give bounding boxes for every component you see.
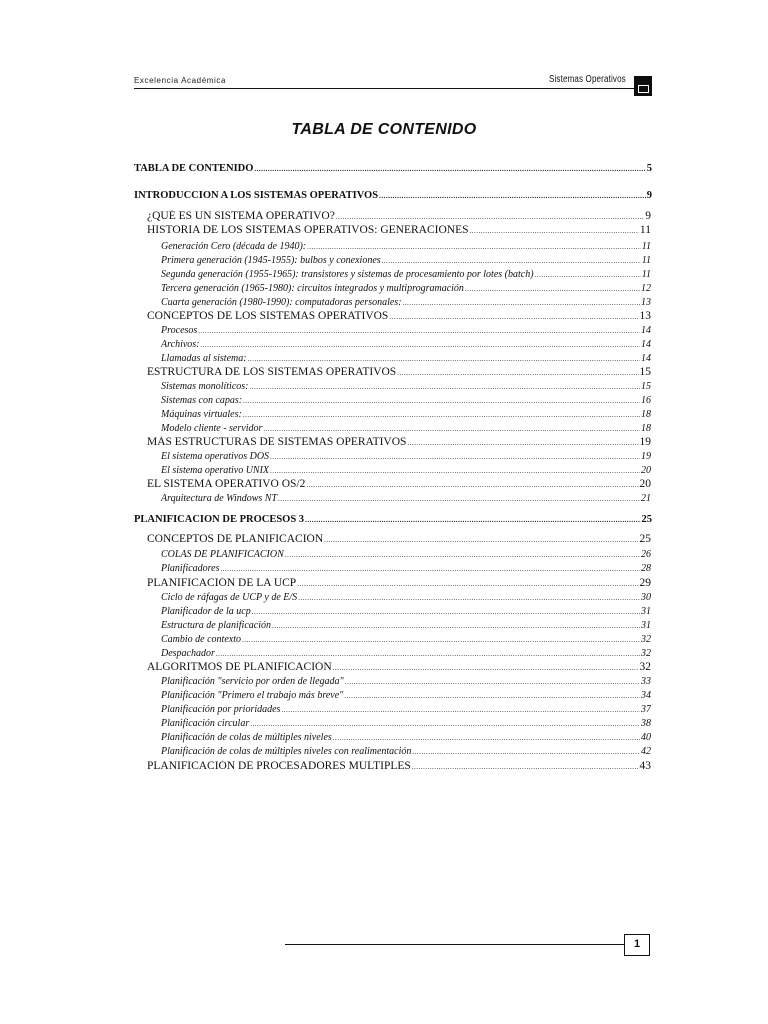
toc-entry-page: 31 [641,620,651,631]
toc-entry-title: PLANIFICACIÓN DE LA UCP [147,577,297,589]
toc-entry[interactable] [161,283,651,294]
toc-entry-page: 18 [641,423,651,434]
toc-dot-leader [248,355,640,363]
toc-entry-title: CONCEPTOS DE LOS SISTEMAS OPERATIVOS [147,310,389,322]
toc-dot-leader [333,664,639,672]
page-number: 1 [624,934,650,956]
toc-entry[interactable] [161,451,651,462]
toc-dot-leader [412,748,640,756]
toc-entry-title: Cambio de contexto [161,634,241,645]
toc-entry-title: El sistema operativos DOS [161,451,270,462]
toc-entry-page: 31 [641,606,651,617]
toc-entry[interactable] [161,718,651,729]
toc-entry[interactable] [161,465,651,476]
toc-entry[interactable] [161,353,651,364]
toc-entry[interactable] [147,310,651,322]
header-right-text: Sistemas Operativos [549,74,626,85]
toc-entry-title: EL SISTEMA OPERATIVO OS/2 [147,478,306,490]
toc-dot-leader [252,608,640,616]
toc-entry-page: 34 [641,690,651,701]
toc-entry[interactable] [161,634,651,645]
toc-dot-leader [470,227,639,235]
toc-entry-title: Sistemas con capas: [161,395,243,406]
toc-entry[interactable] [161,690,651,701]
toc-entry[interactable] [161,676,651,687]
toc-entry-page: 32 [639,661,651,673]
toc-dot-leader [305,516,640,524]
toc-entry[interactable] [161,325,651,336]
toc-entry-page: 13 [641,297,651,308]
toc-entry-title: Planificación circular [161,718,250,729]
toc-dot-leader [407,439,638,447]
toc-entry[interactable] [147,210,651,222]
toc-entry[interactable] [161,339,651,350]
toc-dot-leader [345,678,640,686]
toc-entry-title: Planificación por prioridades [161,704,281,715]
toc-entry-page: 25 [641,514,652,525]
toc-entry-title: Planificador de la ucp [161,606,251,617]
toc-entry[interactable] [161,746,651,757]
toc-entry-page: 30 [641,592,651,603]
toc-entry[interactable] [161,241,651,252]
toc-entry[interactable] [161,409,651,420]
toc-entry-page: 37 [641,704,651,715]
toc-dot-leader [297,580,638,588]
document-title: TABLA DE CONTENIDO [291,121,477,138]
toc-entry-title: COLAS DE PLANIFICACIÓN [161,549,284,560]
toc-entry-page: 11 [641,269,651,280]
toc-entry[interactable] [161,620,651,631]
toc-dot-leader [324,536,638,544]
toc-entry-title: Sistemas monolíticos: [161,381,249,392]
toc-entry[interactable] [161,423,651,434]
toc-dot-leader [270,453,640,461]
toc-entry-title: Generación Cero (década de 1940): [161,241,307,252]
toc-entry-page: 29 [639,577,651,589]
toc-entry-page: 14 [641,339,651,350]
toc-entry-title: Planificación de colas de múltiples niveles con realimentación [161,746,412,757]
toc-entry-title: Procesos [161,325,198,336]
toc-dot-leader [412,763,639,771]
toc-entry-title: Cuarta generación (1980-1990): computadoras personales: [161,297,402,308]
toc-entry[interactable] [161,381,651,392]
toc-entry-title: INTRODUCCION A LOS SISTEMAS OPERATIVOS [134,190,379,201]
toc-dot-leader [307,243,641,251]
toc-entry-title: PLANIFICACION DE PROCESOS 3 [134,514,305,525]
toc-entry-title: Planificación "Primero el trabajo más breve" [161,690,344,701]
toc-entry-page: 33 [641,676,651,687]
toc-dot-leader [263,425,640,433]
toc-entry-page: 5 [646,163,652,174]
toc-entry[interactable] [134,190,652,201]
toc-entry-page: 25 [639,533,651,545]
toc-dot-leader [281,706,640,714]
toc-entry-page: 18 [641,409,651,420]
toc-entry-title: Tercera generación (1965-1980): circuitos integrados y multiprogramación [161,283,464,294]
toc-entry-page: 40 [641,732,651,743]
toc-entry[interactable] [161,563,651,574]
toc-dot-leader [336,213,644,221]
toc-entry-title: ¿QUÉ ES UN SISTEMA OPERATIVO? [147,210,335,222]
toc-entry[interactable] [147,366,651,378]
toc-entry-page: 15 [639,366,651,378]
toc-entry-page: 19 [641,451,651,462]
toc-entry-title: ESTRUCTURA DE LOS SISTEMAS OPERATIVOS [147,366,397,378]
toc-entry-page: 11 [641,241,651,252]
toc-dot-leader [216,650,640,658]
toc-dot-leader [270,467,640,475]
toc-entry[interactable] [161,255,651,266]
toc-entry-title: Planificadores [161,563,220,574]
toc-entry[interactable] [147,533,651,545]
toc-entry-title: PLANIFICACIÓN DE PROCESADORES MÚLTIPLES [147,760,411,772]
toc-entry-page: 9 [645,210,651,222]
toc-dot-leader [243,411,640,419]
toc-dot-leader [333,734,640,742]
toc-entry-title: Planificación "servicio por orden de llegada" [161,676,344,687]
toc-entry-title: Llamadas al sistema: [161,353,247,364]
toc-entry-page: 28 [641,563,651,574]
toc-dot-leader [298,594,640,602]
toc-dot-leader [272,622,640,630]
toc-entry-page: 15 [641,381,651,392]
toc-entry-title: Despachador [161,648,215,659]
toc-entry-page: 16 [641,395,651,406]
toc-dot-leader [382,257,641,265]
toc-entry-title: MÁS ESTRUCTURAS DE SISTEMAS OPERATIVOS [147,436,407,448]
footer-rule [285,944,624,945]
toc-entry-page: 20 [641,465,651,476]
toc-dot-leader [221,565,640,573]
toc-dot-leader [379,192,646,200]
toc-entry[interactable] [161,493,651,504]
toc-entry-title: HISTORIA DE LOS SISTEMAS OPERATIVOS: GENERACIONES [147,224,469,236]
toc-entry[interactable] [134,163,652,174]
toc-entry-title: Segunda generación (1955-1965): transistores y sistemas de procesamiento por lotes (batch) [161,269,534,280]
toc-entry-page: 20 [639,478,651,490]
toc-dot-leader [403,299,640,307]
toc-entry-page: 21 [641,493,651,504]
toc-entry-title: CONCEPTOS DE PLANIFICACIÓN [147,533,324,545]
toc-entry[interactable] [161,606,651,617]
toc-entry[interactable] [147,478,651,490]
toc-entry[interactable] [161,732,651,743]
toc-entry-page: 32 [641,634,651,645]
toc-dot-leader [243,397,640,405]
toc-entry-title: Arquitectura de Windows NT [161,493,278,504]
toc-entry-page: 26 [641,549,651,560]
toc-entry-page: 14 [641,325,651,336]
toc-dot-leader [535,271,641,279]
toc-dot-leader [465,285,640,293]
toc-dot-leader [278,495,640,503]
toc-dot-leader [397,369,638,377]
toc-entry[interactable] [147,760,651,772]
toc-dot-leader [250,720,640,728]
toc-entry-title: ALGORITMOS DE PLANIFICACIÓN [147,661,332,673]
toc-entry[interactable] [161,395,651,406]
toc-dot-leader [285,551,640,559]
toc-entry-title: Modelo cliente - servidor [161,423,263,434]
toc-dot-leader [254,165,645,173]
toc-entry[interactable] [161,269,651,280]
toc-entry-title: TABLA DE CONTENIDO [134,163,254,174]
toc-entry[interactable] [161,704,651,715]
toc-entry-page: 12 [641,283,651,294]
toc-entry-page: 9 [646,190,652,201]
toc-dot-leader [201,341,640,349]
toc-entry-title: El sistema operativo UNIX [161,465,270,476]
toc-entry[interactable] [161,592,651,603]
toc-dot-leader [250,383,641,391]
toc-entry-page: 32 [641,648,651,659]
toc-dot-leader [198,327,640,335]
toc-entry-page: 43 [639,760,651,772]
toc-entry[interactable] [147,224,651,236]
toc-entry-title: Ciclo de ráfagas de UCP y de E/S [161,592,298,603]
toc-dot-leader [389,313,638,321]
toc-entry[interactable] [147,661,651,673]
toc-entry-title: Estructura de planificación [161,620,271,631]
toc-entry[interactable] [147,577,651,589]
toc-entry-title: Planificación de colas de múltiples niveles [161,732,332,743]
toc-entry[interactable] [147,436,651,448]
toc-entry-title: Archivos: [161,339,200,350]
toc-entry-page: 13 [639,310,651,322]
toc-entry[interactable] [161,297,651,308]
toc-entry-page: 11 [641,255,651,266]
toc-entry[interactable] [134,514,652,525]
toc-dot-leader [344,692,640,700]
toc-entry[interactable] [161,549,651,560]
toc-dot-leader [242,636,640,644]
header-left-text: Excelencia Académica [134,76,227,85]
toc-entry-page: 42 [641,746,651,757]
toc-entry-page: 38 [641,718,651,729]
toc-entry[interactable] [161,648,651,659]
toc-entry-page: 19 [639,436,651,448]
toc-entry-page: 11 [639,224,651,236]
toc-entry-page: 14 [641,353,651,364]
toc-entry-title: Máquinas virtuales: [161,409,242,420]
toc-entry-title: Primera generación (1945-1955): bulbos y conexiones [161,255,381,266]
toc-dot-leader [306,481,638,489]
